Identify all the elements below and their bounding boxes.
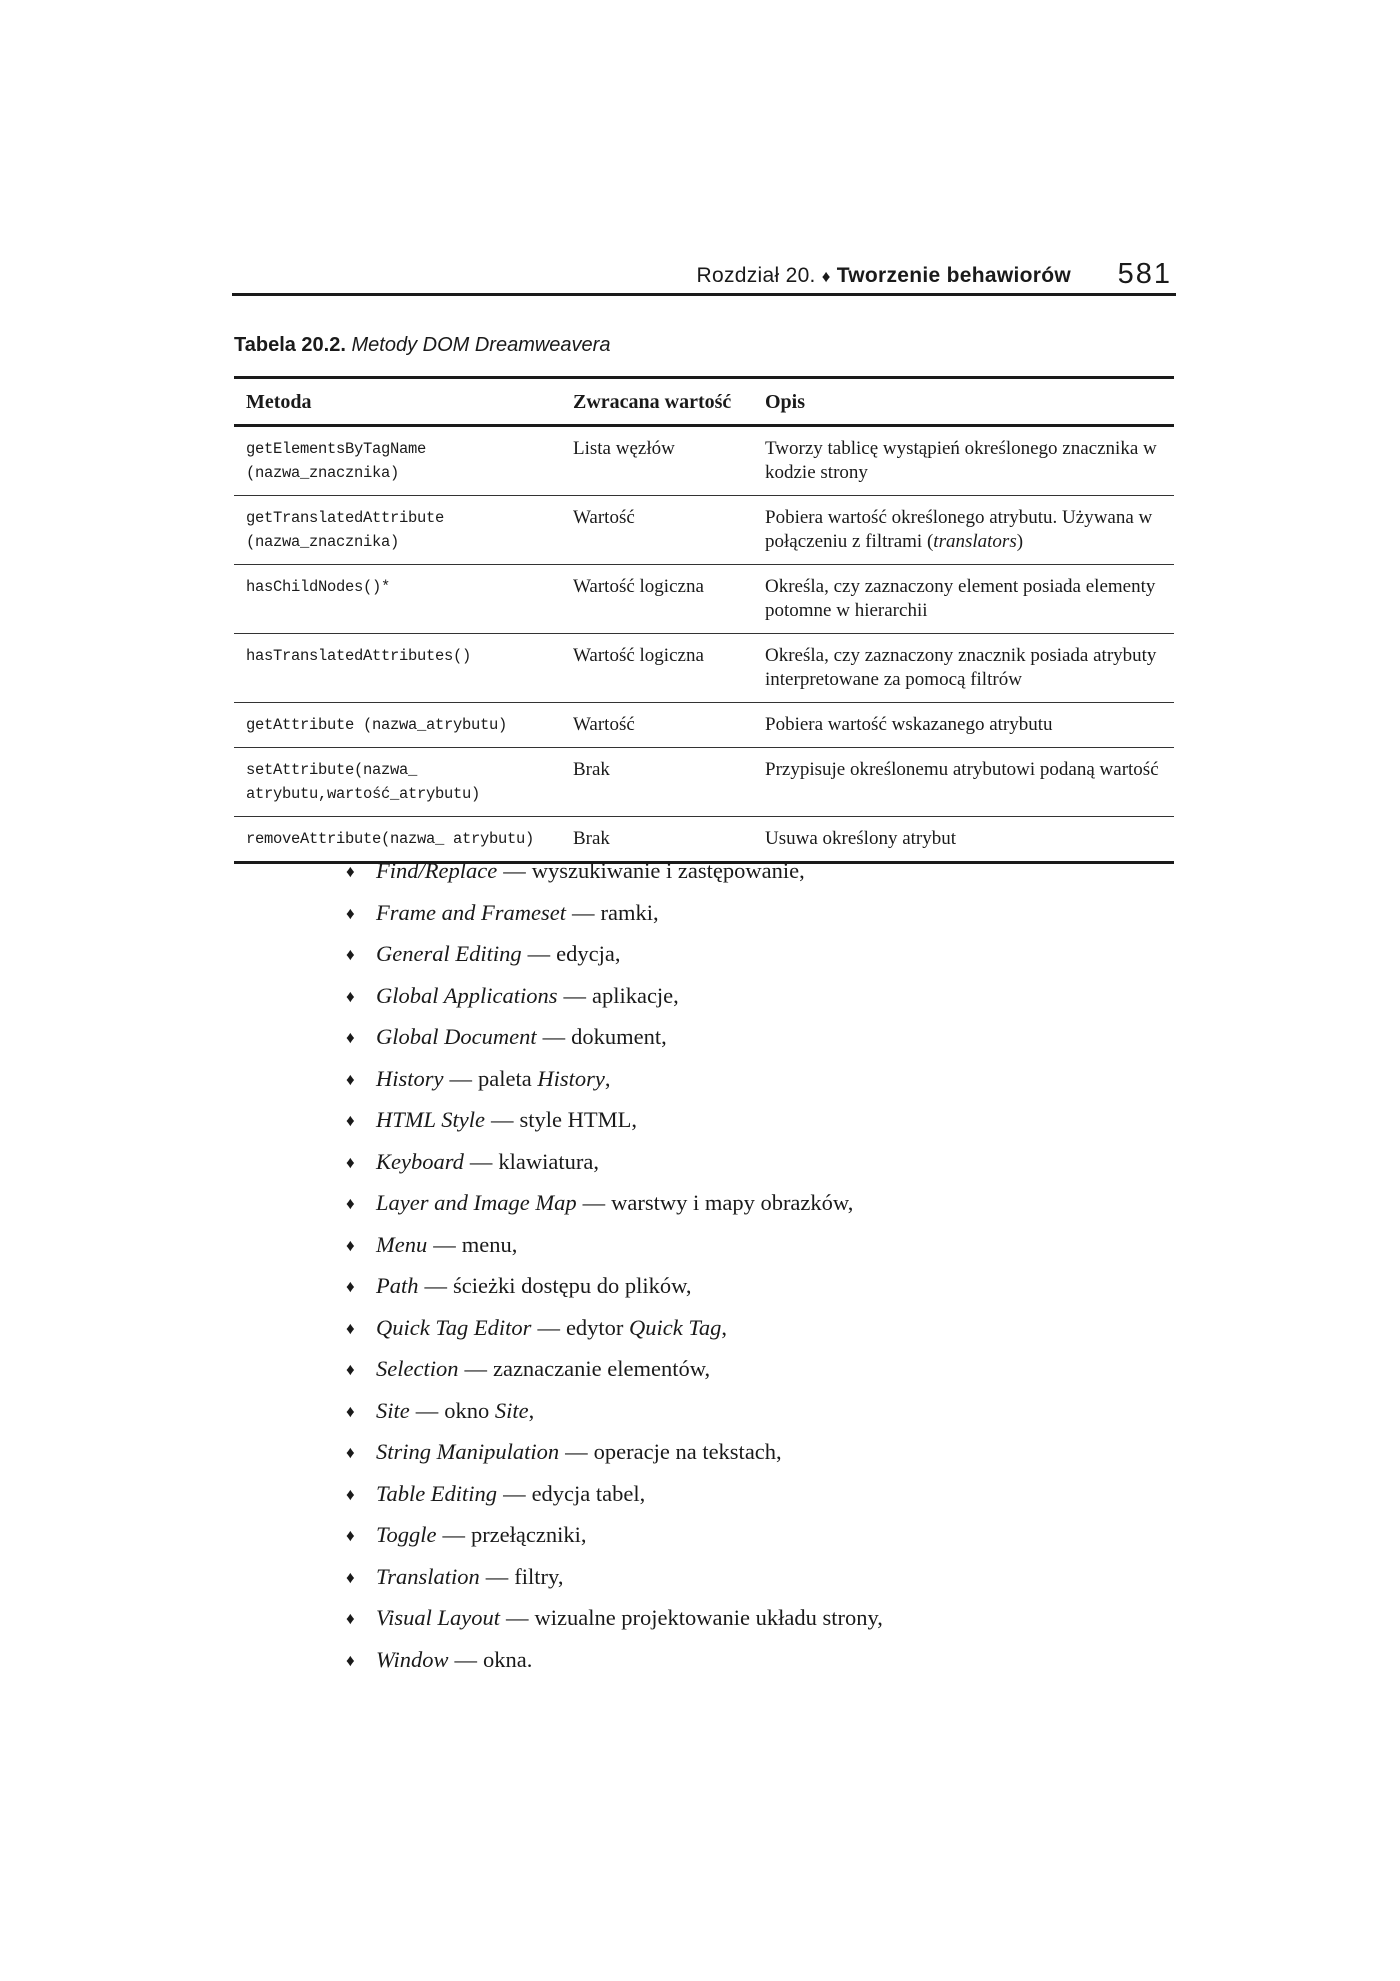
list-item-description: edycja, [556, 941, 621, 966]
list-item-dash: — [582, 1190, 606, 1215]
diamond-bullet-icon: ♦ [346, 1650, 355, 1670]
list-item [346, 1597, 883, 1639]
list-item-description: menu, [461, 1231, 518, 1257]
method-cell: hasTranslatedAttributes() [234, 634, 571, 703]
list-item-description: zaznaczanie elementów, [492, 1356, 711, 1381]
page-number: 581 [1117, 258, 1172, 290]
list-item-dash: — [537, 1314, 560, 1340]
list-item-term: Translation [376, 1563, 480, 1589]
returns-cell: Lista węzłów [571, 426, 763, 496]
diamond-bullet-icon: ♦ [346, 1567, 355, 1587]
method-cell: getTranslatedAttribute (nazwa_znacznika) [234, 496, 571, 565]
diamond-bullet-icon: ♦ [346, 862, 355, 881]
table-row [234, 496, 1174, 565]
list-item-term: Selection [376, 1356, 459, 1381]
table-row [234, 748, 1174, 817]
list-item-dash: — [490, 1107, 514, 1132]
list-item-description: aplikacje, [591, 982, 679, 1008]
description-cell: Przypisuje określonemu atrybutowi podaną wartość [763, 748, 1174, 817]
list-item-description: edytor [565, 1314, 624, 1340]
list-item-term: Frame and Frameset [376, 899, 566, 925]
description-cell: Tworzy tablicę wystąpień określonego znacznika w kodzie strony [763, 426, 1174, 496]
table-header-row [234, 378, 1174, 426]
list-item-dash: — [454, 1646, 478, 1672]
list-item-description: filtry, [514, 1563, 564, 1589]
list-item-emphasis: Site [494, 1397, 529, 1423]
diamond-icon: ♦ [821, 267, 831, 286]
list-item [346, 1556, 883, 1598]
diamond-bullet-icon: ♦ [346, 1069, 355, 1089]
list-item-dash: — [571, 899, 595, 925]
list-item-term: Quick Tag Editor [376, 1314, 532, 1340]
list-item-emphasis: History [537, 1065, 605, 1091]
list-item [346, 1390, 883, 1432]
diamond-bullet-icon: ♦ [346, 1318, 355, 1338]
diamond-bullet-icon: ♦ [346, 1111, 355, 1130]
list-item-dash: — [442, 1522, 465, 1547]
list-item [346, 1514, 883, 1556]
list-item-dash: — [505, 1605, 529, 1630]
list-item-term: Find/Replace [376, 858, 498, 883]
column-header-method: Metoda [234, 378, 571, 426]
list-item [346, 1058, 883, 1100]
list-item [346, 1224, 883, 1266]
diamond-bullet-icon: ♦ [346, 1235, 355, 1255]
diamond-bullet-icon: ♦ [346, 1609, 355, 1628]
diamond-bullet-icon: ♦ [346, 1152, 355, 1172]
list-item-term: Table Editing [376, 1480, 498, 1506]
table-number: Tabela 20.2. [234, 334, 346, 356]
list-item-description: klawiatura, [498, 1148, 599, 1174]
diamond-bullet-icon: ♦ [346, 1526, 355, 1545]
running-header [232, 258, 1176, 294]
list-item-dash: — [527, 941, 551, 966]
list-item [346, 1099, 883, 1141]
list-item-description: paleta [478, 1065, 532, 1091]
list-item-description: style HTML, [519, 1107, 637, 1132]
list-item-dash: — [433, 1231, 456, 1257]
list-item-term: String Manipulation [376, 1439, 560, 1464]
list-item [346, 1431, 883, 1473]
returns-cell: Wartość logiczna [571, 565, 763, 634]
list-item [346, 892, 883, 934]
list-item-term: Visual Layout [376, 1605, 500, 1630]
returns-cell: Wartość logiczna [571, 634, 763, 703]
list-item-dash: — [485, 1563, 509, 1589]
description-cell: Pobiera wartość wskazanego atrybutu [763, 703, 1174, 748]
column-header-description: Opis [763, 378, 1174, 426]
table-row [234, 634, 1174, 703]
list-item-term: Layer and Image Map [376, 1190, 577, 1215]
method-cell: setAttribute(nazwa_ atrybutu,wartość_atrybutu) [234, 748, 571, 817]
list-item-punctuation: , [604, 1065, 611, 1091]
list-item [346, 1473, 883, 1515]
list-item-dash: — [449, 1065, 472, 1091]
table-row [234, 426, 1174, 496]
description-text: Pobiera wartość określonego atrybutu. Używana w połączeniu z filtrami ( [765, 507, 1153, 552]
header-rule [232, 293, 1176, 296]
diamond-bullet-icon: ♦ [346, 1443, 355, 1462]
diamond-bullet-icon: ♦ [346, 1401, 355, 1421]
list-item-dash: — [565, 1439, 588, 1464]
list-item-term: Window [376, 1646, 449, 1672]
list-item-dash: — [503, 1480, 526, 1506]
returns-cell: Wartość [571, 703, 763, 748]
list-item-description: operacje na tekstach, [593, 1439, 782, 1464]
table-title: Metody DOM Dreamweavera [351, 334, 611, 356]
description-tail: ) [1016, 531, 1024, 552]
list-item [346, 1141, 883, 1183]
returns-cell: Wartość [571, 496, 763, 565]
list-item-dash: — [563, 982, 586, 1008]
diamond-bullet-icon: ♦ [346, 1028, 355, 1047]
method-cell: removeAttribute(nazwa_ atrybutu) [246, 830, 535, 848]
list-item-description: edycja tabel, [531, 1480, 646, 1506]
list-item-dash: — [415, 1397, 439, 1423]
chapter-title: Tworzenie behawiorów [836, 264, 1071, 287]
method-cell: getElementsByTagName (nazwa_znacznika) [234, 426, 571, 496]
returns-cell: Brak [573, 828, 610, 849]
behavior-category-list [346, 850, 883, 1680]
dom-methods-table [234, 376, 1174, 864]
list-item-term: Path [376, 1273, 419, 1298]
list-item [346, 1016, 883, 1058]
diamond-bullet-icon: ♦ [346, 1360, 355, 1379]
list-item-term: History [376, 1065, 444, 1091]
list-item-description: warstwy i mapy obrazków, [611, 1190, 854, 1215]
list-item-term: Keyboard [376, 1148, 464, 1174]
list-item-description: okno [444, 1397, 490, 1423]
description-cell [763, 496, 1174, 565]
list-item-description: wyszukiwanie i zastępowanie, [531, 858, 805, 883]
list-item-dash: — [424, 1273, 447, 1298]
list-item-dash: — [503, 858, 526, 883]
list-item-term: HTML Style [376, 1107, 485, 1132]
table-row [234, 703, 1174, 748]
chapter-number: Rozdział 20. [696, 264, 816, 287]
table-row [234, 565, 1174, 634]
list-item-emphasis: Quick Tag [629, 1314, 722, 1340]
list-item-dash: — [542, 1024, 566, 1049]
list-item-description: dokument, [571, 1024, 667, 1049]
list-item-dash: — [464, 1356, 487, 1381]
list-item-description: okna. [483, 1646, 533, 1672]
list-item-term: Global Document [376, 1024, 537, 1049]
description-cell: Określa, czy zaznaczony element posiada elementy potomne w hierarchii [763, 565, 1174, 634]
running-title [697, 264, 1071, 288]
list-item [346, 1182, 883, 1224]
table-caption [234, 334, 610, 357]
description-emphasis: translators [933, 531, 1017, 552]
list-item [346, 850, 883, 892]
list-item-description: wizualne projektowanie układu strony, [534, 1605, 883, 1630]
list-item-term: Site [376, 1397, 410, 1423]
list-item [346, 1348, 883, 1390]
list-item [346, 1639, 883, 1681]
list-item [346, 975, 883, 1017]
list-item [346, 1265, 883, 1307]
list-item-term: Toggle [376, 1522, 437, 1547]
description-cell: Usuwa określony atrybut [765, 828, 957, 849]
column-header-returns: Zwracana wartość [571, 378, 763, 426]
diamond-bullet-icon: ♦ [346, 1484, 355, 1504]
list-item-description: ścieżki dostępu do plików, [453, 1273, 692, 1298]
diamond-bullet-icon: ♦ [346, 903, 355, 923]
diamond-bullet-icon: ♦ [346, 986, 355, 1006]
diamond-bullet-icon: ♦ [346, 945, 355, 964]
diamond-bullet-icon: ♦ [346, 1194, 355, 1213]
list-item-description: przełączniki, [470, 1522, 587, 1547]
list-item [346, 1307, 883, 1349]
list-item-punctuation: , [528, 1397, 535, 1423]
method-cell: getAttribute (nazwa_atrybutu) [234, 703, 571, 748]
list-item-punctuation: , [721, 1314, 727, 1340]
list-item [346, 933, 883, 975]
list-item-term: General Editing [376, 941, 522, 966]
method-cell: hasChildNodes()* [234, 565, 571, 634]
list-item-dash: — [469, 1148, 493, 1174]
list-item-term: Global Applications [376, 982, 558, 1008]
list-item-description: ramki, [600, 899, 659, 925]
description-cell: Określa, czy zaznaczony znacznik posiada atrybuty interpretowane za pomocą filtrów [763, 634, 1174, 703]
diamond-bullet-icon: ♦ [346, 1277, 355, 1296]
list-item-term: Menu [376, 1231, 428, 1257]
returns-cell: Brak [571, 748, 763, 817]
